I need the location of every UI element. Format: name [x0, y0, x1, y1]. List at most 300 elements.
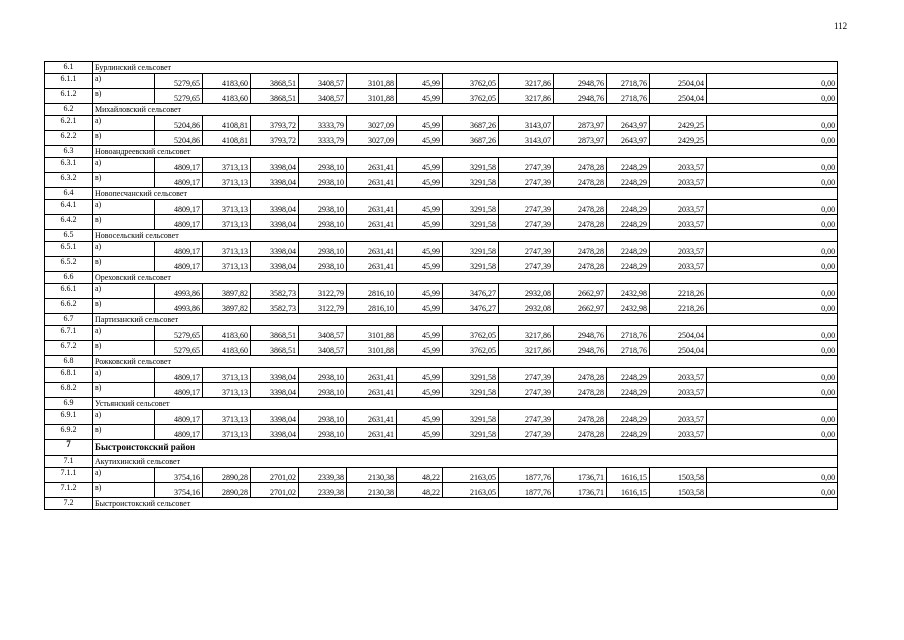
value-cell: 45,99	[397, 215, 443, 230]
value-cell: 5279,65	[155, 89, 203, 104]
value-cell: 2130,38	[347, 468, 397, 483]
row-number: 6.4.2	[45, 215, 93, 230]
value-cell: 2033,57	[650, 383, 707, 398]
row-label: в)	[93, 425, 155, 440]
row-number: 7.1.2	[45, 483, 93, 498]
table-row	[45, 131, 838, 146]
value-cell: 4108,81	[203, 131, 251, 146]
value-cell: 2478,28	[554, 215, 607, 230]
value-cell: 2890,28	[203, 483, 251, 498]
value-cell: 2938,10	[299, 410, 347, 425]
value-cell: 2747,39	[499, 242, 554, 257]
row-number: 6.6.2	[45, 299, 93, 314]
section-title: Ореховский сельсовет	[93, 272, 838, 284]
value-cell: 3687,26	[443, 131, 499, 146]
value-cell: 3868,51	[251, 326, 299, 341]
value-cell: 2504,04	[650, 74, 707, 89]
value-cell: 2938,10	[299, 200, 347, 215]
value-cell: 0,00	[707, 257, 838, 272]
value-cell: 1503,58	[650, 468, 707, 483]
value-cell: 3398,04	[251, 242, 299, 257]
table-row	[45, 158, 838, 173]
row-label: в)	[93, 299, 155, 314]
value-cell: 2816,10	[347, 299, 397, 314]
value-cell: 45,99	[397, 284, 443, 299]
row-number: 7.1.1	[45, 468, 93, 483]
value-cell: 2248,29	[607, 368, 650, 383]
value-cell: 3398,04	[251, 410, 299, 425]
value-cell: 3217,86	[499, 74, 554, 89]
value-cell: 2248,29	[607, 410, 650, 425]
section-row	[45, 272, 838, 284]
value-cell: 3101,88	[347, 89, 397, 104]
value-cell: 2948,76	[554, 89, 607, 104]
row-label: а)	[93, 242, 155, 257]
row-label: в)	[93, 483, 155, 498]
row-number: 6.8.1	[45, 368, 93, 383]
row-number: 6.1.2	[45, 89, 93, 104]
value-cell: 45,99	[397, 74, 443, 89]
value-cell: 2339,38	[299, 468, 347, 483]
value-cell: 3868,51	[251, 74, 299, 89]
value-cell: 2938,10	[299, 368, 347, 383]
value-cell: 3762,05	[443, 341, 499, 356]
value-cell: 3398,04	[251, 257, 299, 272]
value-cell: 2163,05	[443, 483, 499, 498]
value-cell: 2718,76	[607, 326, 650, 341]
section-title: Михайловский сельсовет	[93, 104, 838, 116]
value-cell: 0,00	[707, 215, 838, 230]
section-title: Акутихинский сельсовет	[93, 456, 838, 468]
value-cell: 2718,76	[607, 74, 650, 89]
value-cell: 4809,17	[155, 383, 203, 398]
value-cell: 3398,04	[251, 215, 299, 230]
row-number: 6.9.2	[45, 425, 93, 440]
value-cell: 3762,05	[443, 89, 499, 104]
value-cell: 3713,13	[203, 215, 251, 230]
table-row	[45, 257, 838, 272]
value-cell: 2631,41	[347, 425, 397, 440]
value-cell: 3291,58	[443, 368, 499, 383]
value-cell: 3754,16	[155, 483, 203, 498]
section-title: Быстроистокский район	[93, 440, 838, 456]
value-cell: 2932,08	[499, 299, 554, 314]
value-cell: 3713,13	[203, 425, 251, 440]
table-row	[45, 425, 838, 440]
value-cell: 3291,58	[443, 383, 499, 398]
value-cell: 2747,39	[499, 158, 554, 173]
value-cell: 3101,88	[347, 74, 397, 89]
value-cell: 2747,39	[499, 173, 554, 188]
value-cell: 4809,17	[155, 257, 203, 272]
value-cell: 2248,29	[607, 200, 650, 215]
value-cell: 4108,81	[203, 116, 251, 131]
value-cell: 3762,05	[443, 74, 499, 89]
section-title: Новопесчанский сельсовет	[93, 188, 838, 200]
value-cell: 2432,98	[607, 284, 650, 299]
value-cell: 2631,41	[347, 215, 397, 230]
section-title: Устьянский сельсовет	[93, 398, 838, 410]
value-cell: 45,99	[397, 326, 443, 341]
value-cell: 3291,58	[443, 425, 499, 440]
value-cell: 3122,79	[299, 284, 347, 299]
table-row	[45, 242, 838, 257]
table-row	[45, 483, 838, 498]
value-cell: 0,00	[707, 368, 838, 383]
section-row	[45, 456, 838, 468]
value-cell: 45,99	[397, 257, 443, 272]
value-cell: 3713,13	[203, 368, 251, 383]
table-row	[45, 326, 838, 341]
value-cell: 2873,97	[554, 131, 607, 146]
section-title: Партизанский сельсовет	[93, 314, 838, 326]
table-row	[45, 173, 838, 188]
row-label: а)	[93, 158, 155, 173]
value-cell: 0,00	[707, 116, 838, 131]
value-cell: 2932,08	[499, 284, 554, 299]
value-cell: 2218,26	[650, 299, 707, 314]
table-row	[45, 368, 838, 383]
value-cell: 1616,15	[607, 483, 650, 498]
value-cell: 3217,86	[499, 89, 554, 104]
table-row	[45, 89, 838, 104]
section-number: 7.2	[45, 498, 93, 510]
value-cell: 3762,05	[443, 326, 499, 341]
value-cell: 2747,39	[499, 425, 554, 440]
value-cell: 2948,76	[554, 341, 607, 356]
value-cell: 2631,41	[347, 242, 397, 257]
value-cell: 2747,39	[499, 200, 554, 215]
value-cell: 3687,26	[443, 116, 499, 131]
section-title: Новосельский сельсовет	[93, 230, 838, 242]
value-cell: 3101,88	[347, 341, 397, 356]
value-cell: 1877,76	[499, 468, 554, 483]
value-cell: 3398,04	[251, 158, 299, 173]
row-number: 6.5.1	[45, 242, 93, 257]
value-cell: 2701,02	[251, 483, 299, 498]
value-cell: 3027,09	[347, 116, 397, 131]
value-cell: 0,00	[707, 158, 838, 173]
value-cell: 2429,25	[650, 116, 707, 131]
value-cell: 2478,28	[554, 425, 607, 440]
value-cell: 48,22	[397, 483, 443, 498]
value-cell: 2478,28	[554, 158, 607, 173]
value-cell: 2747,39	[499, 368, 554, 383]
value-cell: 4809,17	[155, 368, 203, 383]
value-cell: 4809,17	[155, 410, 203, 425]
value-cell: 2631,41	[347, 383, 397, 398]
value-cell: 2747,39	[499, 410, 554, 425]
value-cell: 2163,05	[443, 468, 499, 483]
value-cell: 3398,04	[251, 383, 299, 398]
value-cell: 2938,10	[299, 242, 347, 257]
row-label: в)	[93, 383, 155, 398]
value-cell: 3101,88	[347, 326, 397, 341]
section-number: 6.7	[45, 314, 93, 326]
value-cell: 3398,04	[251, 368, 299, 383]
value-cell: 2938,10	[299, 425, 347, 440]
value-cell: 0,00	[707, 299, 838, 314]
value-cell: 3217,86	[499, 326, 554, 341]
table-row	[45, 74, 838, 89]
value-cell: 2643,97	[607, 131, 650, 146]
value-cell: 1503,58	[650, 483, 707, 498]
value-cell: 0,00	[707, 284, 838, 299]
value-cell: 2504,04	[650, 326, 707, 341]
value-cell: 4993,86	[155, 284, 203, 299]
value-cell: 3582,73	[251, 284, 299, 299]
row-label: в)	[93, 341, 155, 356]
value-cell: 3291,58	[443, 173, 499, 188]
value-cell: 2033,57	[650, 200, 707, 215]
value-cell: 0,00	[707, 483, 838, 498]
section-title: Новоандреевский сельсовет	[93, 146, 838, 158]
value-cell: 48,22	[397, 468, 443, 483]
value-cell: 3291,58	[443, 257, 499, 272]
value-cell: 45,99	[397, 299, 443, 314]
value-cell: 3476,27	[443, 299, 499, 314]
row-number: 6.8.2	[45, 383, 93, 398]
value-cell: 2033,57	[650, 173, 707, 188]
table-row	[45, 468, 838, 483]
section-number: 6.9	[45, 398, 93, 410]
value-cell: 2248,29	[607, 257, 650, 272]
value-cell: 2948,76	[554, 74, 607, 89]
value-cell: 3408,57	[299, 89, 347, 104]
table-body	[45, 62, 838, 510]
section-number: 6.8	[45, 356, 93, 368]
value-cell: 2033,57	[650, 425, 707, 440]
section-row	[45, 104, 838, 116]
value-cell: 2478,28	[554, 410, 607, 425]
value-cell: 2248,29	[607, 215, 650, 230]
row-label: в)	[93, 131, 155, 146]
value-cell: 0,00	[707, 341, 838, 356]
value-cell: 3398,04	[251, 173, 299, 188]
value-cell: 2429,25	[650, 131, 707, 146]
value-cell: 45,99	[397, 116, 443, 131]
value-cell: 3897,82	[203, 299, 251, 314]
row-label: а)	[93, 284, 155, 299]
section-row	[45, 188, 838, 200]
value-cell: 4183,60	[203, 326, 251, 341]
value-cell: 2938,10	[299, 383, 347, 398]
value-cell: 2631,41	[347, 410, 397, 425]
value-cell: 2631,41	[347, 257, 397, 272]
value-cell: 0,00	[707, 468, 838, 483]
value-cell: 3408,57	[299, 341, 347, 356]
value-cell: 0,00	[707, 173, 838, 188]
value-cell: 3291,58	[443, 215, 499, 230]
value-cell: 2747,39	[499, 383, 554, 398]
value-cell: 1736,71	[554, 468, 607, 483]
value-cell: 3582,73	[251, 299, 299, 314]
value-cell: 2339,38	[299, 483, 347, 498]
value-cell: 3408,57	[299, 74, 347, 89]
value-cell: 2662,97	[554, 284, 607, 299]
value-cell: 4809,17	[155, 425, 203, 440]
value-cell: 3122,79	[299, 299, 347, 314]
row-label: а)	[93, 468, 155, 483]
value-cell: 2478,28	[554, 173, 607, 188]
district-row	[45, 440, 838, 456]
value-cell: 3291,58	[443, 158, 499, 173]
section-number: 7	[45, 440, 93, 456]
row-number: 6.9.1	[45, 410, 93, 425]
row-label: в)	[93, 173, 155, 188]
value-cell: 2218,26	[650, 284, 707, 299]
table-row	[45, 215, 838, 230]
section-number: 6.6	[45, 272, 93, 284]
value-cell: 3793,72	[251, 131, 299, 146]
value-cell: 2033,57	[650, 215, 707, 230]
value-cell: 3143,07	[499, 131, 554, 146]
value-cell: 3713,13	[203, 410, 251, 425]
value-cell: 2130,38	[347, 483, 397, 498]
value-cell: 4809,17	[155, 200, 203, 215]
value-cell: 1877,76	[499, 483, 554, 498]
row-label: а)	[93, 200, 155, 215]
value-cell: 45,99	[397, 173, 443, 188]
table-row	[45, 341, 838, 356]
value-cell: 4183,60	[203, 341, 251, 356]
value-cell: 45,99	[397, 158, 443, 173]
row-number: 6.7.1	[45, 326, 93, 341]
value-cell: 2631,41	[347, 173, 397, 188]
section-row	[45, 398, 838, 410]
value-cell: 0,00	[707, 326, 838, 341]
row-number: 6.1.1	[45, 74, 93, 89]
value-cell: 3217,86	[499, 341, 554, 356]
value-cell: 0,00	[707, 425, 838, 440]
table-row	[45, 284, 838, 299]
value-cell: 45,99	[397, 383, 443, 398]
value-cell: 5279,65	[155, 74, 203, 89]
value-cell: 3398,04	[251, 200, 299, 215]
value-cell: 5279,65	[155, 341, 203, 356]
row-label: а)	[93, 116, 155, 131]
value-cell: 0,00	[707, 131, 838, 146]
value-cell: 45,99	[397, 410, 443, 425]
section-number: 6.4	[45, 188, 93, 200]
row-number: 6.3.1	[45, 158, 93, 173]
value-cell: 0,00	[707, 89, 838, 104]
value-cell: 0,00	[707, 200, 838, 215]
value-cell: 2948,76	[554, 326, 607, 341]
value-cell: 2248,29	[607, 158, 650, 173]
value-cell: 2248,29	[607, 383, 650, 398]
value-cell: 45,99	[397, 89, 443, 104]
section-row	[45, 146, 838, 158]
section-number: 6.2	[45, 104, 93, 116]
value-cell: 3476,27	[443, 284, 499, 299]
row-number: 6.4.1	[45, 200, 93, 215]
value-cell: 2631,41	[347, 200, 397, 215]
value-cell: 2478,28	[554, 257, 607, 272]
value-cell: 2816,10	[347, 284, 397, 299]
row-label: в)	[93, 215, 155, 230]
value-cell: 4809,17	[155, 158, 203, 173]
value-cell: 2248,29	[607, 242, 650, 257]
value-cell: 45,99	[397, 341, 443, 356]
value-cell: 2643,97	[607, 116, 650, 131]
value-cell: 2504,04	[650, 89, 707, 104]
value-cell: 2938,10	[299, 215, 347, 230]
value-cell: 45,99	[397, 425, 443, 440]
row-label: а)	[93, 326, 155, 341]
row-label: в)	[93, 89, 155, 104]
row-number: 6.7.2	[45, 341, 93, 356]
table-row	[45, 299, 838, 314]
value-cell: 3333,79	[299, 131, 347, 146]
value-cell: 3713,13	[203, 383, 251, 398]
section-row	[45, 314, 838, 326]
value-cell: 3027,09	[347, 131, 397, 146]
value-cell: 4183,60	[203, 74, 251, 89]
value-cell: 0,00	[707, 242, 838, 257]
value-cell: 3713,13	[203, 200, 251, 215]
section-title: Быстроистокский сельсовет	[93, 498, 838, 510]
value-cell: 5204,86	[155, 131, 203, 146]
section-row	[45, 230, 838, 242]
row-label: а)	[93, 74, 155, 89]
value-cell: 2478,28	[554, 383, 607, 398]
row-number: 6.6.1	[45, 284, 93, 299]
value-cell: 2033,57	[650, 242, 707, 257]
value-cell: 0,00	[707, 410, 838, 425]
value-cell: 2938,10	[299, 158, 347, 173]
value-cell: 3398,04	[251, 425, 299, 440]
value-cell: 2504,04	[650, 341, 707, 356]
value-cell: 2747,39	[499, 257, 554, 272]
value-cell: 2478,28	[554, 368, 607, 383]
section-number: 7.1	[45, 456, 93, 468]
value-cell: 3868,51	[251, 341, 299, 356]
section-number: 6.3	[45, 146, 93, 158]
value-cell: 2248,29	[607, 173, 650, 188]
value-cell: 5279,65	[155, 326, 203, 341]
value-cell: 1736,71	[554, 483, 607, 498]
value-cell: 3754,16	[155, 468, 203, 483]
value-cell: 4809,17	[155, 215, 203, 230]
value-cell: 2873,97	[554, 116, 607, 131]
value-cell: 3291,58	[443, 200, 499, 215]
row-number: 6.2.1	[45, 116, 93, 131]
value-cell: 2718,76	[607, 341, 650, 356]
value-cell: 45,99	[397, 131, 443, 146]
value-cell: 4183,60	[203, 89, 251, 104]
row-label: а)	[93, 410, 155, 425]
table-row	[45, 410, 838, 425]
value-cell: 2033,57	[650, 257, 707, 272]
value-cell: 3713,13	[203, 173, 251, 188]
value-cell: 1616,15	[607, 468, 650, 483]
value-cell: 45,99	[397, 368, 443, 383]
section-row	[45, 62, 838, 74]
value-cell: 2631,41	[347, 368, 397, 383]
value-cell: 2701,02	[251, 468, 299, 483]
value-cell: 2478,28	[554, 242, 607, 257]
value-cell: 0,00	[707, 383, 838, 398]
table-row	[45, 383, 838, 398]
value-cell: 5204,86	[155, 116, 203, 131]
tariff-table	[44, 61, 838, 510]
value-cell: 2938,10	[299, 257, 347, 272]
value-cell: 3713,13	[203, 158, 251, 173]
value-cell: 45,99	[397, 242, 443, 257]
value-cell: 2033,57	[650, 368, 707, 383]
value-cell: 2478,28	[554, 200, 607, 215]
